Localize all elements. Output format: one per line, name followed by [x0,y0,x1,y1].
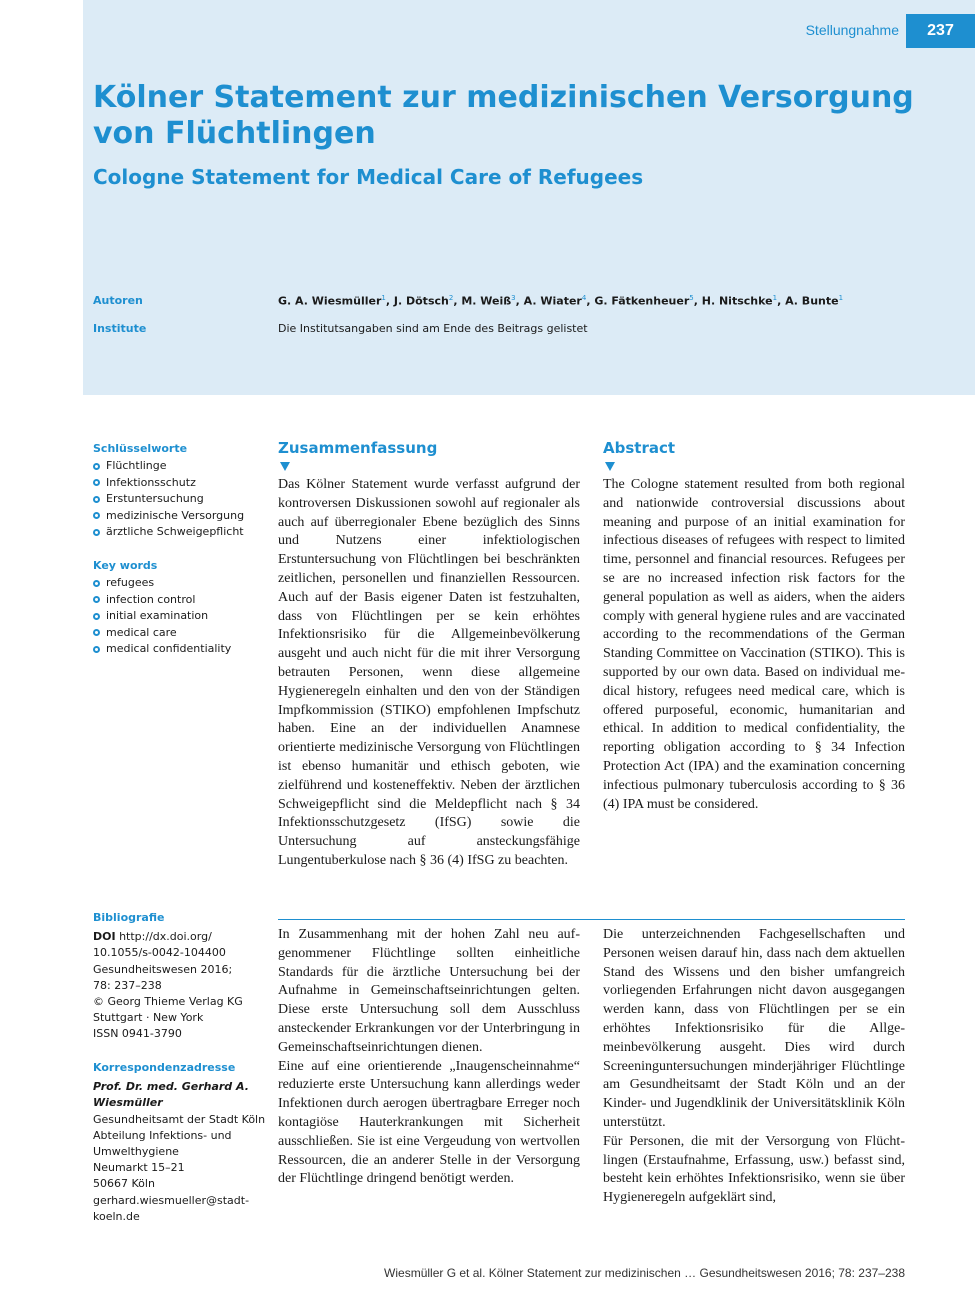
author-affiliation: 2 [448,294,454,302]
correspondence [93,1060,268,1225]
author-affiliation: 1 [381,294,386,302]
section-divider [278,919,905,920]
keyword-item: Flüchtlinge [93,458,268,475]
author-affiliation: 1 [838,294,844,302]
address-line: Gesundheitsamt der Stadt Köln [93,1112,266,1126]
author-affiliation: 5 [689,294,694,302]
author-affiliation: 3 [511,294,516,302]
keyword-item: Infektionsschutz [93,475,268,492]
paragraph: Die unterzeichnenden Fachgesellschaften und Personen weisen darauf hin, dass nach dem aktuellen Stand des Wissens und den bisher umfangreich vorliegenden Erfahrungen nicht davon ausgegangen werden kann, dass von Flüchtlingen per se ein erhöhtes Infektionsrisiko für die Allgemeinbevölkerung ausgeht. Dies wird durch Screeninguntersuchungen minderjähriger Flüchtlinge am Gesundheitsamt der Stadt Köln und an der Kinder- und Jugendklinik der Universitätsklinik Köln unterstützt. [603,927,905,1130]
page-number: 237 [906,14,975,48]
abstract-text: The Cologne statement resulted from both regional and nationwide controversial discussions about meaning and purpose of an initial examination for infectious diseases of refugees with respect to limited time, personnel and financial resources. Refugees per se are no increased infection risk factors for the general population as well as aiders, when the aiders comply with general hygiene rules and are vaccinated according to the recommendations of the German Standing Committee on Vaccination (STIKO). This is supported by our own data. Based on individual medical history, refugees need medical care, which is offered purposeful, economic, humanitarian and ethical. In addition to medical confidentiality, the reporting obligation according to § 34 Infection Protection Act (IPA) and the examination concerning infectious pulmonary tuberculosis according to § 36 (4) IPA must be considered. [603,477,905,812]
zusammenfassung-text: Das Kölner Statement wurde verfasst aufgrund der kontroversen Diskussionen sowohl auf regionaler als auch auf überregionaler Ebene bezüglich des Sinns und Nutzens einer infektiologischen Erstuntersuchung von Flüchtlingen bei beschränkten zeitlichen, personellen und finanziellen Ressourcen. Auch auf der Basis eigener Daten ist festzuhalten, dass von Flüchtlingen per se kein erhöhtes Infektionsrisiko für die Allgemeinbevölkerung ausgeht und auch nicht für die mit ihrer Versorgung betrauten Personen, wenn diese allgemeine Hygieneregeln einhalten und den von der Ständigen Impfkommission (STIKO) empfohlenen Impfschutz haben. Eine an der individuellen Anamnese orientierte medizinische Versorgung von Flüchtlingen ist ebenso humanitär und ethisch geboten, wie zielführend und kosteneffektiv. Neben der ärztlichen Schweigepflicht sind die Meldepflicht nach § 34 Infektionsschutzgesetz (IfSG) sowie die Untersuchung auf ansteckungsfähige Lungentuberkulose nach § 36 (4) IfSG zu beachten. [278,477,580,868]
address-line: Abteilung Infektions- und [93,1128,232,1142]
section-label: Stellungnahme [805,22,899,38]
bullet-icon [93,646,100,653]
address-line: Umwelthygiene [93,1145,179,1159]
keywords-en [93,559,268,658]
keywords-de [93,442,268,541]
article-subtitle: Cologne Statement for Medical Care of Refugees [93,165,644,189]
keyword-item: ärztliche Schweigepflicht [93,524,268,541]
page-footer: Wiesmüller G et al. Kölner Statement zur medizinischen … Gesundheitswesen 2016; 78: 237–238 [384,1266,905,1280]
address-line: Neumarkt 15–21 [93,1161,185,1175]
institutes-label: Institute [93,322,147,335]
authors-list: G. A. Wiesmüller$^1$, J. Dötsch$^2$, M. Weiß$^3$, A. Wiater$^4$, G. Fätkenheuer$^5$, H. Nitschke$^1$, A. Bunte$^1$ [278,294,844,308]
email-link[interactable]: koeln.de [93,1209,140,1223]
journal-pages: 78: 237–238 [93,978,162,992]
author: G. A. Wiesmüller [278,294,382,308]
bullet-icon [93,529,100,536]
bibliography-heading: Bibliografie [93,911,165,924]
paragraph: In Zusammenhang mit der hohen Zahl neu aufgenommener Flüchtlinge sollten einheitliche Standards für die ärztliche Untersuchung bei der Aufnahme in Gemeinschaftseinrichtungen gelten. Diese erste Untersuchung soll dem Ausschluss ansteckender Erkrankungen vor der Unterbringung in Gemeinschaftseinrichtungen dienen. [278,927,580,1055]
keyword-item: medical care [93,625,268,642]
paragraph: Für Personen, die mit der Versorgung von Flüchtlingen (Erstaufnahme, Erfassung, usw.) befasst sind, besteht kein erhöhtes Infektionsrisiko, wenn sie über Hygieneregeln aufgeklärt sind, [603,1133,905,1206]
bullet-icon [93,479,100,486]
triangle-down-icon [280,462,290,471]
address-line: 50667 Köln [93,1177,155,1191]
journal-line: Gesundheitswesen 2016; [93,962,233,976]
authors-label: Autoren [93,294,143,307]
author: A. Bunte [785,294,839,308]
bullet-icon [93,463,100,470]
abstract-heading: Abstract [603,439,676,457]
bullet-icon [93,613,100,620]
triangle-down-icon [605,462,615,471]
doi-link[interactable]: http://dx.doi.org/ [119,930,212,944]
body-column-right [603,926,905,1208]
author: A. Wiater [523,294,582,308]
keyword-item: medical confidentiality [93,641,268,658]
doi-value: 10.1055/s-0042-104400 [93,946,226,960]
body-column-left [278,926,580,1189]
keyword-item: refugees [93,575,268,592]
bullet-icon [93,496,100,503]
keyword-item: Erstuntersuchung [93,491,268,508]
article-title: Kölner Statement zur medizinischen Versorgung von Flüchtlingen [93,80,914,151]
zusammenfassung-heading: Zusammenfassung [278,439,438,457]
correspondence-name: Wiesmüller [93,1096,163,1110]
author: M. Weiß [461,294,512,308]
publisher: © Georg Thieme Verlag KG [93,995,243,1009]
email-link[interactable]: gerhard.wiesmueller@stadt- [93,1193,250,1207]
keyword-item: medizinische Versorgung [93,508,268,525]
bullet-icon [93,580,100,587]
correspondence-name: Prof. Dr. med. Gerhard A. [93,1080,249,1094]
keywords-en-heading: Key words [93,559,158,572]
issn: ISSN 0941-3790 [93,1027,182,1041]
author-affiliation: 4 [581,294,587,302]
doi-label: DOI [93,930,116,944]
bullet-icon [93,512,100,519]
institutes-text: Die Institutsangaben sind am Ende des Beitrags gelistet [278,322,588,335]
bullet-icon [93,629,100,636]
header-band [83,0,975,395]
bibliography [93,910,268,1043]
paragraph: Eine auf eine orientierende „Inaugenscheinnahme“ reduzierte erste Untersuchung kann allerdings weder Infektionen durch aerogen übertragbare Erreger noch kontagiöse Hauterkrankungen mit Sicherheit ausschließen. Sie ist eine Vergeudung von wertvollen Ressourcen, die an anderer Stelle in der Versorgung der Flüchtlinge dringend benötigt werden. [278,1058,580,1187]
publisher-location: Stuttgart · New York [93,1011,204,1025]
keyword-item: initial examination [93,608,268,625]
correspondence-heading: Korrespondenzadresse [93,1061,236,1074]
author: G. Fätkenheuer [594,294,690,308]
author-affiliation: 1 [772,294,778,302]
keyword-item: infection control [93,592,268,609]
author: H. Nitschke [701,294,773,308]
bullet-icon [93,596,100,603]
author: J. Dötsch [393,294,449,308]
keywords-de-heading: Schlüsselworte [93,442,188,455]
